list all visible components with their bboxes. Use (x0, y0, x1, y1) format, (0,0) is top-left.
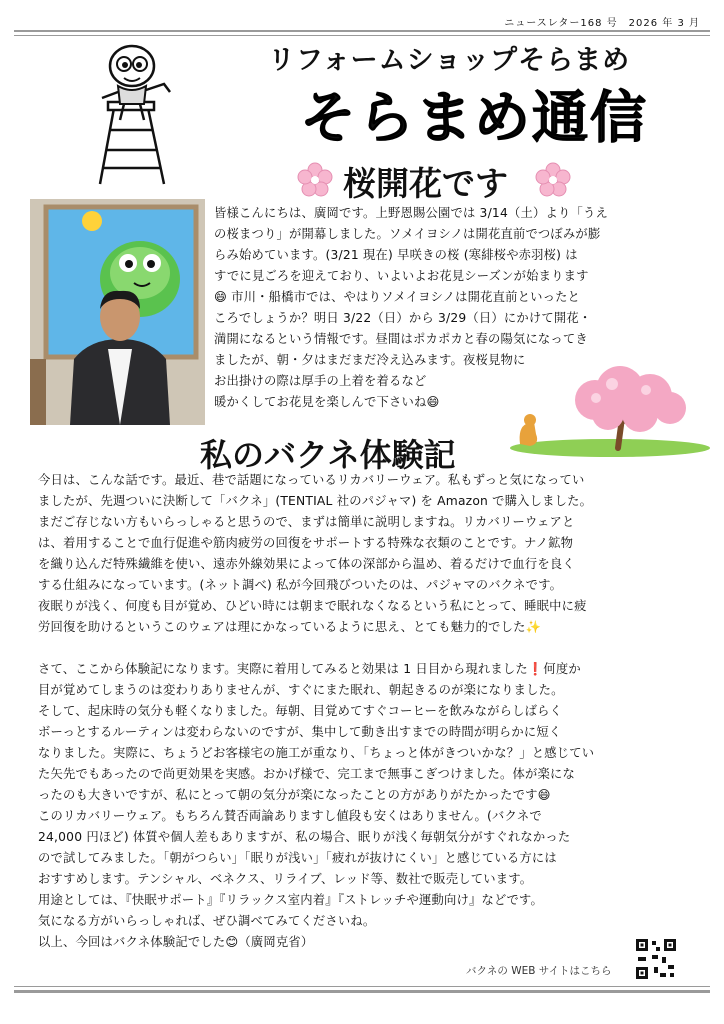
section2-line: なりました。実際に、ちょうどお客様宅の施工が重なり、「ちょっと体がきついかな？」と感じてい (38, 746, 595, 760)
section1-line: 満開になるという情報です。昼間はポカポカと春の陽気になってき (214, 332, 588, 346)
section2-line: する仕組みになっています。(ネット調べ) 私が今回飛びついたのは、パジャマのバクネです。 (38, 578, 563, 592)
section2-line: 気になる方がいらっしゃれば、ぜひ調べてみてくださいね。 (38, 914, 376, 928)
section1-line: 暖かくしてお花見を楽しんで下さいね😄 (214, 395, 440, 409)
top-rule-thin (14, 35, 710, 36)
section2-line: 用途としては、『快眠サポート』『リラックス室内着』『ストレッチや運動向け』などです。 (38, 893, 543, 907)
section2-body-para2 (38, 659, 698, 953)
flower-icon-right (535, 162, 571, 198)
section2-line: まだご存じない方もいらっしゃると思うので、まずは簡単に説明しますね。リカバリーウェアと (38, 515, 575, 529)
section2-line: このリカバリーウェア。もちろん賛否両論ありますし値段も安くはありません。(バクネで (38, 809, 542, 823)
section2-line: ましたが、先週ついに決断して「バクネ」(TENTIAL 社のパジャマ) を Amazon で購入しました。 (38, 494, 593, 508)
flower-icon-left (297, 162, 333, 198)
section2-line: ボーっとするルーティンは変わらないのですが、集中して動き出すまでの時間が明らかに短く (38, 725, 562, 739)
cherry-tree-illustration (500, 362, 710, 458)
section1-line: すでに見ごろを迎えており、いよいよお花見シーズンが始まります (214, 269, 589, 283)
section2-line: 目が覚めてしまうのは変わりありませんが、すぐにまた眠れ、朝起きるのが楽になりました。 (38, 683, 564, 697)
top-rule (14, 30, 710, 32)
section1-line: の桜まつり」が開幕しました。ソメイヨシノは開花直前でつぼみが膨 (214, 227, 601, 241)
section2-line: 今日は、こんな話です。最近、巷で話題になっているリカバリーウェア。私もずっと気になってい (38, 473, 585, 487)
section1-line: お出掛けの際は厚手の上着を着るなど (214, 374, 427, 388)
issue-line: ニュースレター168 号 2026 年 3 月 (504, 18, 700, 29)
qr-code[interactable] (634, 937, 678, 981)
section2-line: そして、起床時の気分も軽くなりました。毎朝、目覚めてすぐコーヒーを飲みながらしばらく (38, 704, 563, 718)
section2-line: 以上、今回はバクネ体験記でした😊（廣岡克省） (38, 935, 314, 949)
section2-line: た矢先でもあったので尚更効果を実感。おかげ様で、完工まで無事こぎつけました。体が楽にな (38, 767, 575, 781)
section2-title: 私のバクネ体験記 (200, 436, 456, 474)
qr-label: バクネの WEB サイトはこちら (466, 965, 612, 977)
mascot-ladder-illustration (86, 38, 186, 186)
section2-line: おすすめします。テンシャル、ベネクス、リライブ、レッド等、数社で販売しています。 (38, 872, 533, 886)
masthead-title: そらまめ通信 (300, 86, 648, 151)
bottom-rule-thin (14, 986, 710, 987)
section1-line: らみ始めています。(3/21 現在) 早咲きの桜 (寒緋桜や赤羽桜) は (214, 248, 578, 262)
section2-line: 夜眠りが浅く、何度も目が覚め、ひどい時には朝まで眠れなくなるという私にとって、睡眠中に疲 (38, 599, 587, 613)
section2-body-para1 (38, 470, 698, 638)
section2-line: を織り込んだ特殊繊維を使い、遠赤外線効果によって体の深部から温め、着るだけで血行を良く (38, 557, 575, 571)
section2-line: 労回復を助けるというこのウェアは理にかなっているように思え、とても魅力的でした✨ (38, 620, 542, 634)
shop-name: リフォームショップそらまめ (268, 45, 631, 76)
section1-line: 😄 市川・船橋市では、やはりソメイヨシノは開花直前といったと (214, 290, 581, 304)
section1-line: 皆様こんにちは、廣岡です。上野恩賜公園では 3/14（土）より「うえ (214, 206, 608, 220)
section2-line: ったのも大きいですが、私にとって朝の気分が楽になったことの方がありがたかったです😄 (38, 788, 551, 802)
section2-line: 24,000 円ほど) 体質や個人差もありますが、私の場合、眠りが浅く毎朝気分がすぐれなかった (38, 830, 571, 844)
section1-line: ましたが、朝・夕はまだまだ冷え込みます。夜桜見物に (214, 353, 526, 367)
section1-line: ころでしょうか？明日 3/22（日）から 3/29（日）にかけて開花・ (214, 311, 592, 325)
section2-line: さて、ここから体験記になります。実際に着用してみると効果は 1 日目から現れました❗何度か (38, 662, 581, 676)
bottom-rule (14, 990, 710, 993)
section2-line: ので試してみました。「朝がつらい」「眠りが浅い」「疲れが抜けにくい」と感じている方には (38, 851, 557, 865)
portrait-photo (30, 199, 205, 425)
section1-title: 桜開花です (343, 164, 508, 203)
section2-line: は、着用することで血行促進や筋肉疲労の回復をサポートする特殊な衣類のことです。ナノ鉱物 (38, 536, 574, 550)
